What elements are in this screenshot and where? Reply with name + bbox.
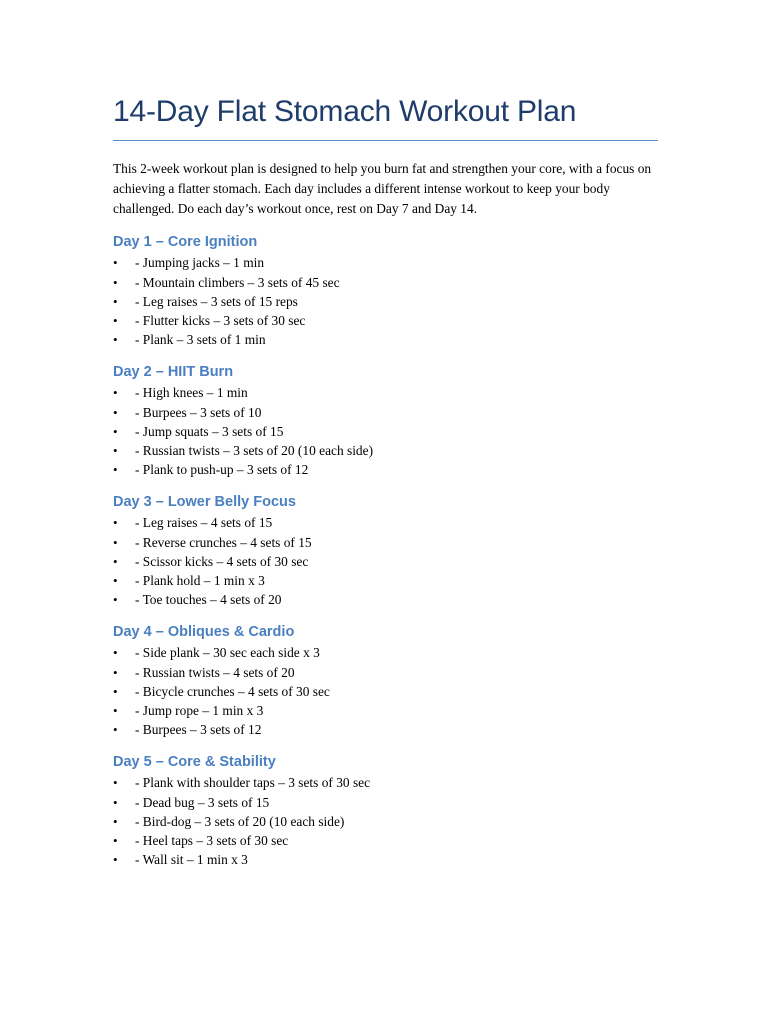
bullet-icon: • — [113, 794, 118, 810]
list-item — [113, 330, 658, 349]
exercise-text: - Side plank – 30 sec each side x 3 — [135, 645, 320, 661]
list-item — [113, 793, 658, 812]
list-item — [113, 571, 658, 590]
bullet-icon: • — [113, 775, 118, 791]
list-item — [113, 311, 658, 330]
bullet-icon: • — [113, 332, 118, 348]
exercise-text: - Mountain climbers – 3 sets of 45 sec — [135, 274, 340, 290]
list-item — [113, 720, 658, 739]
bullet-icon: • — [113, 274, 118, 290]
list-item — [113, 292, 658, 311]
day-section-4 — [113, 622, 658, 739]
exercise-text: - Jump squats – 3 sets of 15 — [135, 423, 284, 439]
day-heading: Day 2 – HIIT Burn — [113, 364, 234, 381]
exercise-text: - Russian twists – 4 sets of 20 — [135, 664, 295, 680]
exercise-text: - Flutter kicks – 3 sets of 30 sec — [135, 313, 306, 328]
exercise-text: - Plank – 3 sets of 1 min — [135, 332, 266, 348]
list-item — [113, 773, 658, 792]
day-section-2 — [113, 362, 658, 479]
day-heading: Day 5 – Core & Stability — [113, 754, 276, 771]
exercise-text: - Plank with shoulder taps – 3 sets of 30 sec — [135, 775, 371, 791]
bullet-icon: • — [113, 515, 118, 531]
list-item — [113, 552, 658, 571]
bullet-icon: • — [113, 255, 118, 271]
exercise-list — [113, 253, 658, 349]
list-item — [113, 403, 658, 422]
exercise-text: - Jumping jacks – 1 min — [135, 255, 265, 271]
day-heading: Day 1 – Core Ignition — [113, 234, 258, 251]
bullet-icon: • — [113, 683, 118, 699]
exercise-text: - Burpees – 3 sets of 12 — [135, 722, 262, 738]
exercise-text: - Plank hold – 1 min x 3 — [135, 573, 265, 589]
bullet-icon: • — [113, 385, 118, 401]
bullet-icon: • — [113, 664, 118, 680]
document-page — [113, 92, 658, 869]
bullet-icon: • — [113, 462, 118, 478]
list-item — [113, 831, 658, 850]
list-item — [113, 533, 658, 552]
exercise-list — [113, 383, 658, 479]
bullet-icon: • — [113, 592, 118, 608]
list-item — [113, 253, 658, 272]
bullet-icon: • — [113, 852, 118, 868]
list-item — [113, 422, 658, 441]
bullet-icon: • — [113, 534, 118, 550]
bullet-icon: • — [113, 645, 118, 661]
exercise-text: - Leg raises – 4 sets of 15 — [135, 515, 273, 531]
bullet-icon: • — [113, 553, 118, 569]
list-item — [113, 682, 658, 701]
exercise-text: - Bird-dog – 3 sets of 20 (10 each side) — [135, 813, 345, 829]
exercise-list — [113, 513, 658, 609]
exercise-text: - Heel taps – 3 sets of 30 sec — [135, 833, 289, 849]
exercise-list — [113, 643, 658, 739]
exercise-text: - Bicycle crunches – 4 sets of 30 sec — [135, 683, 330, 699]
day-section-1 — [113, 232, 658, 349]
exercise-text: - Reverse crunches – 4 sets of 15 — [135, 534, 312, 550]
intro-paragraph: This 2-week workout plan is designed to help you burn fat and strengthen your core, with a focus on achieving a flatter stomach. Each day includes a different intense workout to keep your body challenged. Do each day’s workout once, rest on Day 7 and Day 14. — [113, 161, 652, 216]
exercise-text: - Burpees – 3 sets of 10 — [135, 404, 262, 420]
bullet-icon: • — [113, 423, 118, 439]
bullet-icon: • — [113, 813, 118, 829]
list-item — [113, 441, 658, 460]
exercise-text: - Plank to push-up – 3 sets of 12 — [135, 462, 309, 478]
exercise-list — [113, 773, 658, 869]
list-item — [113, 701, 658, 720]
exercise-text: - Toe touches – 4 sets of 20 — [135, 592, 282, 608]
list-item — [113, 273, 658, 292]
day-section-3 — [113, 492, 658, 609]
bullet-icon: • — [113, 293, 118, 309]
day-heading: Day 4 – Obliques & Cardio — [113, 624, 295, 641]
exercise-text: - Scissor kicks – 4 sets of 30 sec — [135, 553, 309, 569]
list-item — [113, 383, 658, 402]
bullet-icon: • — [113, 833, 118, 849]
exercise-text: - Jump rope – 1 min x 3 — [135, 703, 264, 719]
day-heading: Day 3 – Lower Belly Focus — [113, 494, 296, 511]
exercise-text: - Dead bug – 3 sets of 15 — [135, 794, 270, 810]
exercise-text: - Russian twists – 3 sets of 20 (10 each side) — [135, 443, 374, 459]
list-item — [113, 590, 658, 609]
exercise-text: - High knees – 1 min — [135, 385, 248, 401]
bullet-icon: • — [113, 722, 118, 738]
list-item — [113, 460, 658, 479]
document-title: 14-Day Flat Stomach Workout Plan — [113, 92, 658, 141]
bullet-icon: • — [113, 703, 118, 719]
exercise-text: - Leg raises – 3 sets of 15 reps — [135, 293, 298, 309]
exercise-text: - Wall sit – 1 min x 3 — [135, 852, 248, 868]
list-item — [113, 812, 658, 831]
list-item — [113, 513, 658, 532]
bullet-icon: • — [113, 443, 118, 459]
bullet-icon: • — [113, 404, 118, 420]
bullet-icon: • — [113, 573, 118, 589]
list-item — [113, 850, 658, 869]
list-item — [113, 663, 658, 682]
list-item — [113, 643, 658, 662]
day-section-5 — [113, 752, 658, 869]
bullet-icon: • — [113, 313, 118, 328]
